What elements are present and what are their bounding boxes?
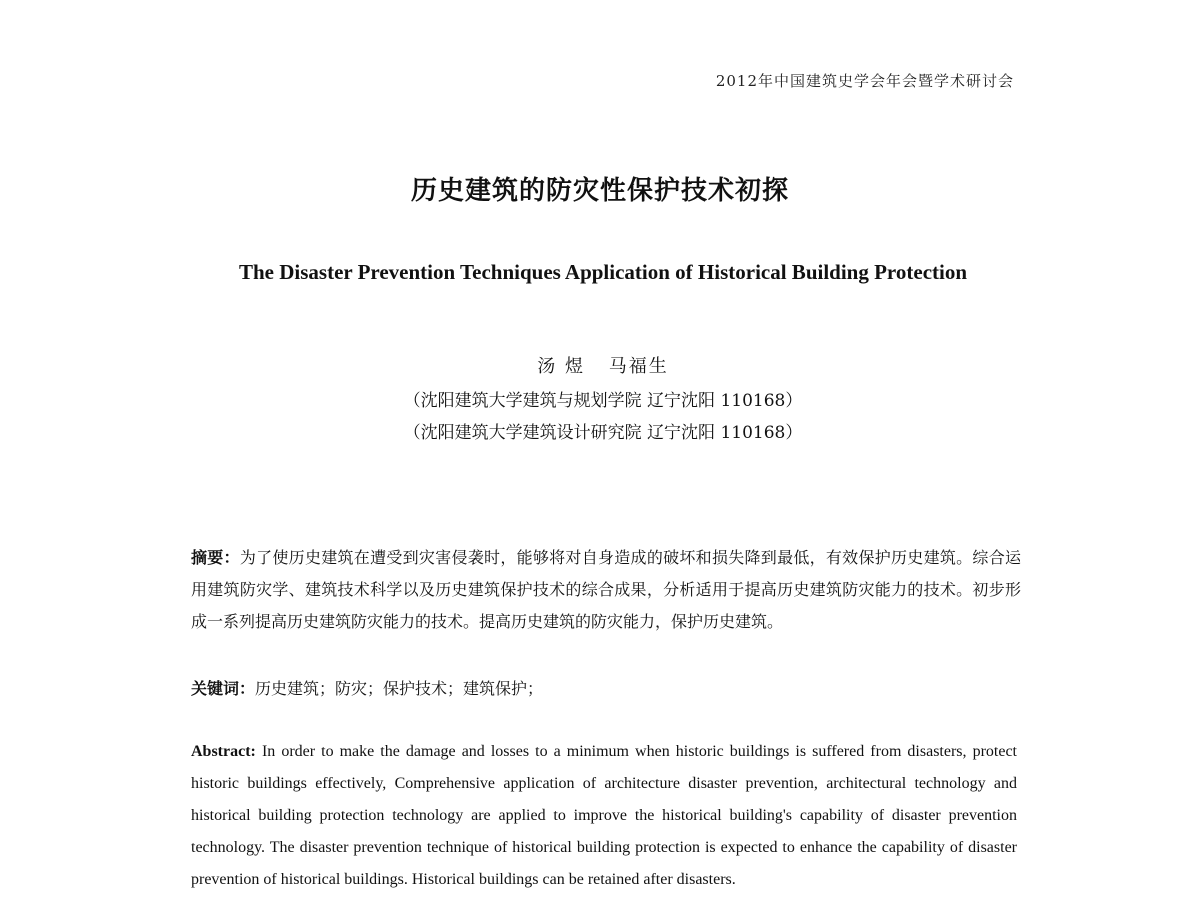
abstract-english (191, 736, 1017, 896)
author-1: 汤 煜 (537, 356, 585, 377)
keywords-chinese-text: 历史建筑；防灾；保护技术；建筑保护； (255, 679, 544, 698)
abstract-english-text: In order to make the damage and losses to a minimum when historic buildings is suffered from disasters, protect historic buildings effectively, Comprehensive application of architecture disaster prevention, architectural technology and historical building protection technology are applied to improve the historical building's capability of disaster prevention technology. The disaster prevention technique of historical building protection is expected to enhance the capability of disaster prevention of historical buildings. Historical buildings can be retained after disasters. (191, 743, 1018, 888)
abstract-chinese-label: 摘要： (191, 548, 240, 567)
title-english: The Disaster Prevention Techniques Application of Historical Building Protection (238, 260, 968, 284)
running-header: 2012年中国建筑史学会年会暨学术研讨会 (715, 72, 1014, 90)
keywords-chinese-label: 关键词： (191, 679, 256, 698)
author-2: 马福生 (608, 356, 669, 377)
abstract-chinese (191, 542, 1021, 638)
affiliation-2: （沈阳建筑大学建筑设计研究院 辽宁沈阳 110168） (403, 423, 803, 443)
abstract-chinese-text: 为了使历史建筑在遭受到灾害侵袭时，能够将对自身造成的破坏和损失降到最低，有效保护历史建筑。综合运用建筑防灾学、建筑技术科学以及历史建筑保护技术的综合成果，分析适用于提高历史建筑防灾能力的技术。初步形成一系列提高历史建筑防灾能力的技术。提高历史建筑的防灾能力，保护历史建筑。 (191, 548, 1021, 631)
keywords-chinese (191, 673, 1021, 705)
abstract-english-label: Abstract: (191, 743, 256, 760)
title-chinese: 历史建筑的防灾性保护技术初探 (410, 176, 789, 206)
affiliation-1: （沈阳建筑大学建筑与规划学院 辽宁沈阳 110168） (403, 391, 803, 411)
author-list (0, 352, 1200, 378)
